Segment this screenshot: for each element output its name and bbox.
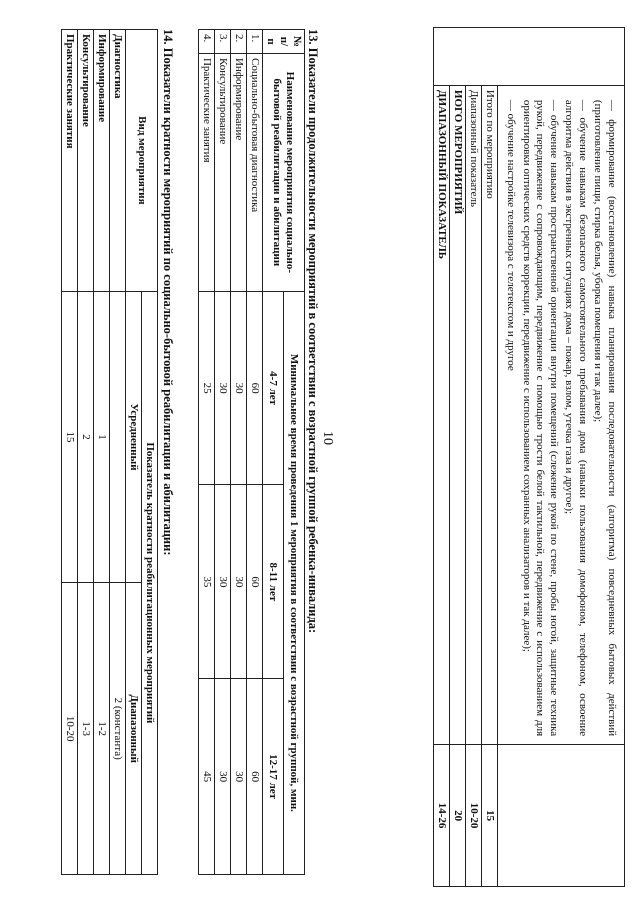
row-num: 3. bbox=[215, 30, 231, 54]
row-num: 4. bbox=[199, 30, 215, 54]
subcol-header-avg: Усредненный bbox=[126, 291, 142, 583]
row-range: 2 (константа) bbox=[110, 583, 126, 875]
table-row bbox=[94, 30, 110, 875]
row-value: 30 bbox=[231, 485, 247, 679]
row-name: Информирование bbox=[231, 53, 247, 291]
row-name: Консультирование bbox=[78, 30, 94, 292]
summary-value: 15 bbox=[482, 745, 498, 887]
summary-row bbox=[450, 28, 466, 887]
row-num: 1. bbox=[247, 30, 263, 54]
table-row bbox=[215, 30, 231, 875]
frequency-table bbox=[61, 29, 158, 875]
row-value: 30 bbox=[215, 679, 231, 875]
age-group-header: 12-17 лет bbox=[263, 679, 284, 875]
subcol-header-range: Диапазонный bbox=[126, 583, 142, 875]
col-header-name: Вид мероприятия bbox=[126, 30, 158, 292]
table-row bbox=[199, 30, 215, 875]
row-value: 25 bbox=[199, 291, 215, 485]
section-13-heading: 13. Показатели продолжительности мероприятий в соответствии с возрастной группой ребенка-инвалида: bbox=[306, 29, 320, 634]
bullet-item: — обучение навыкам безопасного самостоятельного пребывания дома (навыки пользования домофоном, телефоном, освоение алгоритма действия в экстренных ситуациях дома – пожар, взлом, утечка газа и другое); bbox=[563, 99, 589, 737]
summary-label: ИОГО МЕРОПРИЯТИЙ bbox=[450, 85, 466, 744]
age-group-header: 4-7 лет bbox=[263, 291, 284, 485]
row-name: Социально-бытовая диагностика bbox=[247, 53, 263, 291]
row-value: 60 bbox=[247, 291, 263, 485]
row-value: 30 bbox=[231, 291, 247, 485]
summary-value: 20 bbox=[450, 745, 466, 887]
row-name: Диагностика bbox=[110, 30, 126, 292]
table-row bbox=[78, 30, 94, 875]
row-value: 30 bbox=[231, 679, 247, 875]
row-value: 45 bbox=[199, 679, 215, 875]
row-name: Консультирование bbox=[215, 53, 231, 291]
activities-table-continuation bbox=[433, 27, 625, 887]
summary-label: ДИАПАЗОННЫЙ ПОКАЗАТЕЛЬ bbox=[434, 85, 450, 744]
bullet-item: — формирование (восстановление) навыка планирования последовательности (алгоритма) повседневных бытовых действий (приготовление пищи, стирка белья, уборка помещения и так далее); bbox=[592, 99, 618, 737]
table-row bbox=[247, 30, 263, 875]
activities-description bbox=[498, 85, 625, 744]
row-avg bbox=[110, 291, 126, 583]
row-name: Информирование bbox=[94, 30, 110, 292]
row-value: 60 bbox=[247, 679, 263, 875]
row-avg: 15 bbox=[62, 291, 78, 583]
row-range: 1-3 bbox=[78, 583, 94, 875]
bullet-item: — обучение настройке телевизора с телетекстом и другое bbox=[505, 99, 518, 371]
summary-value: 14-26 bbox=[434, 745, 450, 887]
summary-row bbox=[434, 28, 450, 887]
summary-row bbox=[466, 28, 482, 887]
summary-value: 10-20 bbox=[466, 745, 482, 887]
row-avg: 2 bbox=[78, 291, 94, 583]
row-range: 1-2 bbox=[94, 583, 110, 875]
row-num: 2. bbox=[231, 30, 247, 54]
empty-left-cell bbox=[434, 28, 625, 86]
table-row bbox=[110, 30, 126, 875]
summary-label: Итого по мероприятию bbox=[482, 85, 498, 744]
rotated-page-content bbox=[15, 15, 625, 885]
col-header-name: Наименование мероприятия социально-бытовой реабилитации и абилитации bbox=[263, 53, 305, 291]
col-header-group: Показатель кратности реабилитационных мероприятий bbox=[142, 291, 158, 874]
duration-table bbox=[198, 29, 305, 875]
row-name: Практические занятия bbox=[62, 30, 78, 292]
table-row bbox=[62, 30, 78, 875]
row-name: Практические занятия bbox=[199, 53, 215, 291]
bullet-item: — обучение навыкам пространственной ориентации внутри помещений (слежение рукой по стене, пробы ногой, защитные техника рукой, передвижение с сопровождающим, передвижение с помощью трости белой тактильной, передвижение с использованием для ориентировки оптических средств коррекции, передвижение с использованием сохранных анализаторов и так далее); bbox=[521, 99, 560, 737]
section-14-heading: 14. Показатели кратности мероприятий по социально-бытовой реабилитации и абилитации: bbox=[161, 29, 175, 556]
row-avg: 1 bbox=[94, 291, 110, 583]
row-range: 10-20 bbox=[62, 583, 78, 875]
col-header-num: № п/п bbox=[263, 30, 305, 54]
age-group-header: 8-11 лет bbox=[263, 485, 284, 679]
col-header-group: Минимальное время проведения 1 мероприятия в соответствии с возрастной группой, мин. bbox=[284, 291, 305, 874]
summary-label: Диапазонный показатель bbox=[466, 85, 482, 744]
page-number: 10 bbox=[320, 431, 335, 445]
summary-row bbox=[482, 28, 498, 887]
row-value: 30 bbox=[215, 485, 231, 679]
row-value: 60 bbox=[247, 485, 263, 679]
empty-right-cell bbox=[498, 745, 625, 887]
row-value: 35 bbox=[199, 485, 215, 679]
row-value: 30 bbox=[215, 291, 231, 485]
table-row bbox=[231, 30, 247, 875]
